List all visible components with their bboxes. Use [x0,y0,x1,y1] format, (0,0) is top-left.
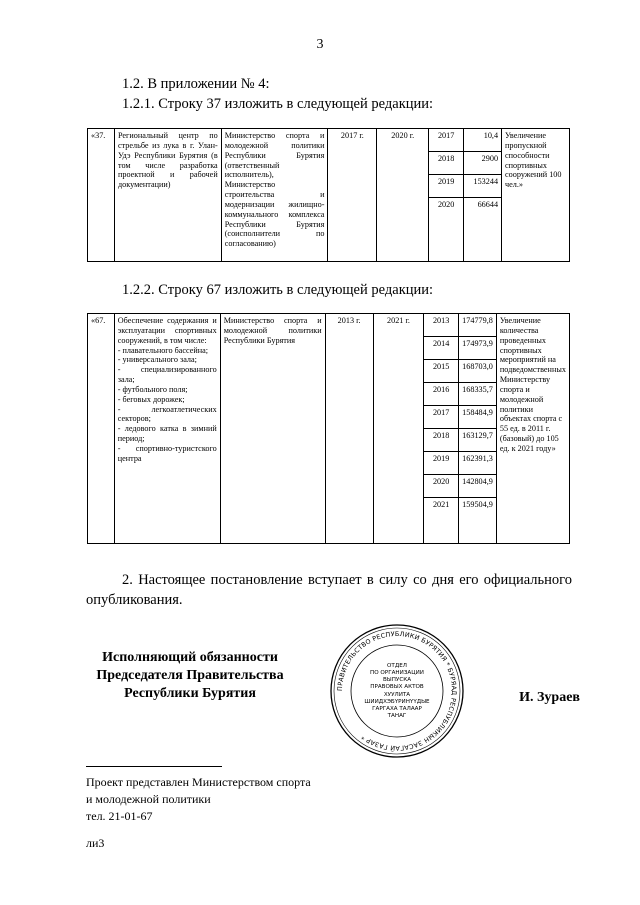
funding-year: 2020 [429,198,464,262]
object-list-item: - легкоатлетических секторов; [117,404,217,424]
funding-year: 2018 [429,152,464,175]
row-67-table [87,313,570,544]
executor: Министерство спорта и молодежной политики Республики Бурятия (ответственный исполнитель), Министерство строительства и модернизации жилищно-коммунального комплекса Республики Бурятия (соисполнители по согласованию) [221,129,328,262]
funding-value: 163129,7 [458,429,496,452]
funding-value: 158484,9 [458,406,496,429]
object-list-item: - ледового катка в зимний период; [117,424,217,444]
row-number: «37. [88,129,115,262]
object-name-intro: Обеспечение содержания и эксплуатации спортивных сооружений, в том числе: [117,316,217,345]
stamp-ring-text: ПРАВИТЕЛЬСТВО РЕСПУБЛИКИ БУРЯТИЯ * БУРЯАД РЕСПУБЛИКЫН ЗАСАГАЙ ГАЗАР * [335,629,459,753]
funding-value: 162391,3 [458,452,496,475]
funding-year: 2017 [429,129,464,152]
stamp-inner-line: ХУУЛИТА [383,692,411,698]
end-year: 2021 г. [373,314,424,544]
expected-result: Увеличение пропускной способности спортивных сооружений 100 чел.» [502,129,570,262]
funding-year: 2019 [429,175,464,198]
stamp-inner-line: ШИИДХЭБҮРИНҮҮДЫЕ [364,699,430,705]
object-list-item: - беговых дорожек; [117,394,185,404]
page-number: 3 [316,37,324,52]
object-list-item: - универсального зала; [117,355,197,365]
paragraph-2: 2. Настоящее постановление вступает в силу со дня его официального опубликования. [86,572,572,608]
signatory-title-line: Республики Бурятия [124,686,256,702]
funding-value: 10,4 [464,129,502,152]
funding-value: 174779,8 [458,314,496,337]
expected-result: Увеличение количества проведенных спортивных мероприятий на подведомственных Министерству спорта и молодежной политики объектах спорта с 55 ед. в 2011 г. (базовый) до 105 ед. к 2021 году» [496,314,569,544]
funding-value: 142804,9 [458,475,496,498]
object-list-item: - специализированного зала; [117,365,217,385]
stamp-inner-line: ВЫПУСКА [382,677,412,683]
stamp-inner-line: ГАРГАХА ТАЛААР [372,706,422,712]
footer-line: и молодежной политики [86,791,211,806]
section-1-2-1-heading: 1.2.1. Строку 37 изложить в следующей редакции: [122,96,434,112]
object-list-item: - футбольного поля; [117,384,188,394]
funding-value: 174973,9 [458,337,496,360]
executor: Министерство спорта и молодежной политики Республики Бурятия [220,314,325,544]
funding-year: 2020 [424,475,459,498]
funding-year: 2017 [424,406,459,429]
funding-value: 168335,7 [458,383,496,406]
signatory-name: И. Зураев [519,690,580,705]
signatory-title-line: Исполняющий обязанности [102,650,278,665]
end-year: 2020 г. [377,129,429,262]
object-list-item: - плавательного бассейна; [117,345,209,355]
funding-value: 168703,0 [458,360,496,383]
section-1-2-heading: 1.2. В приложении № 4: [122,76,270,92]
document-code: ли3 [86,836,105,850]
stamp-inner-line: ОТДЕЛ [387,663,407,669]
funding-value: 66644 [464,198,502,262]
funding-year: 2019 [424,452,459,475]
row-number: «67. [88,314,115,544]
official-stamp [327,621,467,761]
footnote-divider [86,766,222,767]
funding-year: 2013 [424,314,459,337]
funding-value: 153244 [464,175,502,198]
funding-year: 2014 [424,337,459,360]
stamp-inner-line: ПО ОРГАНИЗАЦИИ [370,670,424,676]
row-37-table [87,128,570,262]
funding-year: 2015 [424,360,459,383]
funding-value: 159504,9 [458,498,496,544]
start-year: 2017 г. [328,129,377,262]
section-1-2-2-heading: 1.2.2. Строку 67 изложить в следующей редакции: [122,282,434,298]
footer-note [86,774,311,824]
funding-value: 2900 [464,152,502,175]
stamp-inner-line: ПРАВОВЫХ АКТОВ [370,684,424,690]
object-name [114,314,220,544]
object-list-item: - спортивно-туристского центра [117,443,217,463]
footer-phone: тел. 21-01-67 [86,808,153,823]
funding-year: 2018 [424,429,459,452]
funding-year: 2016 [424,383,459,406]
object-name: Региональный центр по стрельбе из лука в г. Улан-Удэ Республики Бурятия (в том числе разработка проектной и рабочей документации) [114,129,221,262]
start-year: 2013 г. [325,314,373,544]
signatory-title [80,649,300,704]
stamp-inner-line: ТАНАГ [387,713,407,719]
funding-year: 2021 [424,498,459,544]
footer-line: Проект представлен Министерством спорта [86,775,311,789]
signatory-title-line: Председателя Правительства [96,668,284,684]
